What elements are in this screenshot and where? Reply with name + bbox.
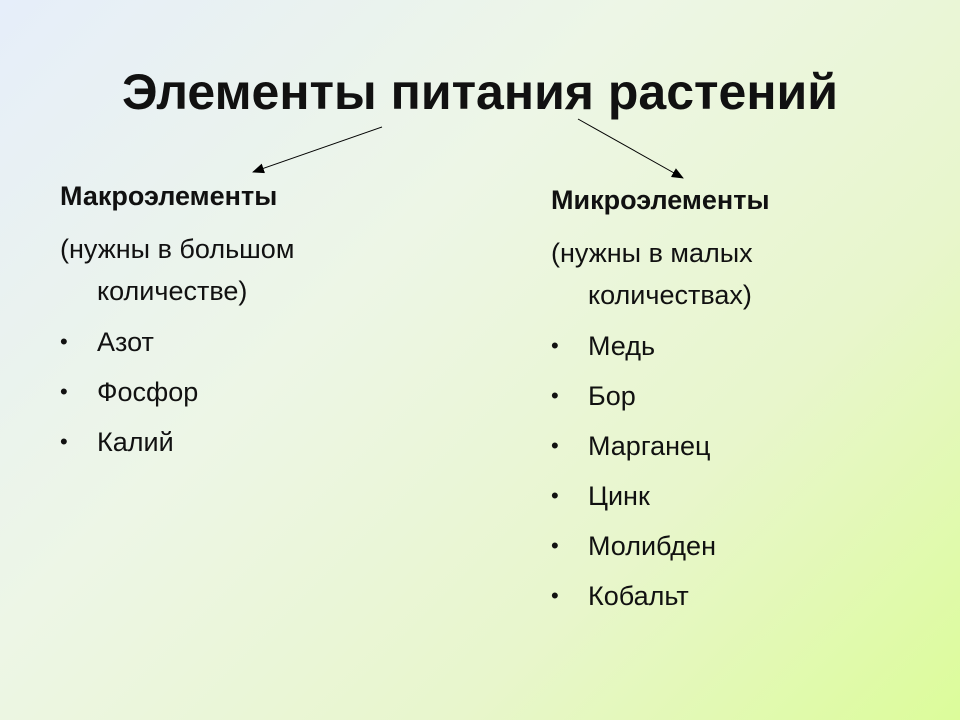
list-item	[551, 421, 931, 471]
arrow-to-micro	[578, 119, 683, 178]
macroelements-note	[60, 228, 460, 312]
list-item-label: Азот	[97, 327, 154, 357]
macroelements-note-line1: (нужны в большом	[60, 234, 295, 264]
list-item	[60, 417, 460, 467]
list-item	[551, 371, 931, 421]
bullet-icon: •	[60, 329, 68, 354]
bullet-icon: •	[551, 383, 559, 408]
list-item-label: Цинк	[588, 481, 650, 511]
microelements-column	[551, 182, 931, 621]
list-item-label: Молибден	[588, 531, 716, 561]
bullet-icon: •	[551, 333, 559, 358]
list-item	[551, 321, 931, 371]
list-item-label: Фосфор	[97, 377, 199, 407]
bullet-icon: •	[60, 429, 68, 454]
macroelements-list	[60, 317, 460, 467]
list-item-label: Калий	[97, 427, 174, 457]
microelements-note-line2: количествах)	[588, 280, 752, 310]
microelements-list	[551, 321, 931, 621]
microelements-note-line1: (нужны в малых	[551, 238, 753, 268]
macroelements-column	[60, 178, 460, 467]
list-item-label: Бор	[588, 381, 636, 411]
list-item-label: Кобальт	[588, 581, 689, 611]
arrow-to-macro	[253, 127, 382, 172]
slide-title: Элементы питания растений	[121, 64, 838, 120]
list-item	[551, 471, 931, 521]
list-item	[60, 367, 460, 417]
bullet-icon: •	[551, 583, 559, 608]
list-item	[60, 317, 460, 367]
macroelements-heading: Макроэлементы	[60, 181, 278, 211]
microelements-heading: Микроэлементы	[551, 185, 770, 215]
list-item	[551, 571, 931, 621]
macroelements-note-line2: количестве)	[97, 276, 248, 306]
bullet-icon: •	[551, 483, 559, 508]
bullet-icon: •	[551, 533, 559, 558]
list-item-label: Марганец	[588, 431, 711, 461]
bullet-icon: •	[551, 433, 559, 458]
list-item-label: Медь	[588, 331, 656, 361]
bullet-icon: •	[60, 379, 68, 404]
list-item	[551, 521, 931, 571]
microelements-note	[551, 232, 931, 316]
